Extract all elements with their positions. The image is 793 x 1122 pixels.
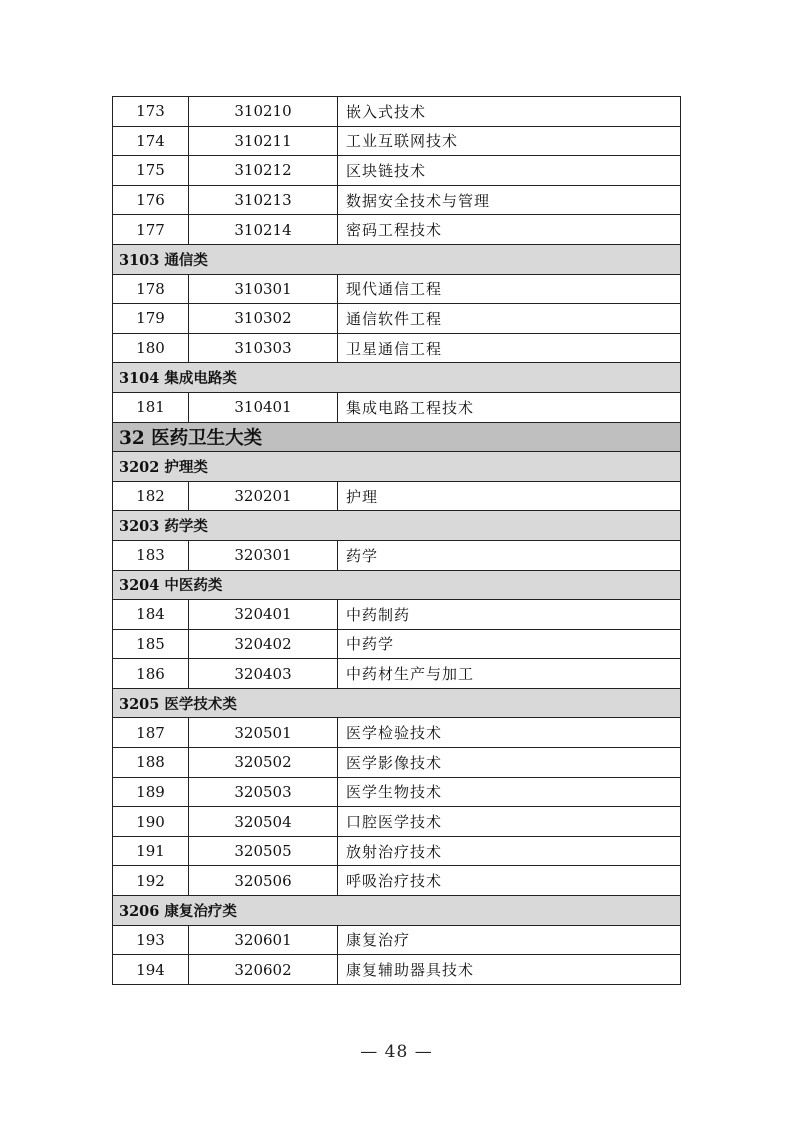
major-name-cell: 区块链技术 — [338, 156, 681, 186]
major-name-cell: 数据安全技术与管理 — [338, 185, 681, 215]
major-code-cell: 320505 — [189, 836, 338, 866]
major-name-cell: 医学检验技术 — [338, 718, 681, 748]
row-number-cell: 178 — [113, 274, 189, 304]
row-number-cell: 193 — [113, 925, 189, 955]
major-name-cell: 集成电路工程技术 — [338, 392, 681, 422]
table-row — [113, 540, 681, 570]
major-name-cell: 中药学 — [338, 629, 681, 659]
category-label: 3205 医学技术类 — [113, 688, 681, 718]
row-number-cell: 174 — [113, 126, 189, 156]
table-row — [113, 807, 681, 837]
row-number-cell: 187 — [113, 718, 189, 748]
category-label: 3202 护理类 — [113, 452, 681, 482]
major-code-cell: 310211 — [189, 126, 338, 156]
row-number-cell: 182 — [113, 481, 189, 511]
major-name-cell: 医学影像技术 — [338, 748, 681, 778]
row-number-cell: 192 — [113, 866, 189, 896]
major-name-cell: 康复治疗 — [338, 925, 681, 955]
category-label: 3206 康复治疗类 — [113, 896, 681, 926]
row-number-cell: 175 — [113, 156, 189, 186]
table-row — [113, 481, 681, 511]
major-name-cell: 护理 — [338, 481, 681, 511]
row-number-cell: 188 — [113, 748, 189, 778]
major-name-cell: 药学 — [338, 540, 681, 570]
table-row — [113, 659, 681, 689]
table-row — [113, 866, 681, 896]
table-body — [113, 97, 681, 985]
row-number-cell: 176 — [113, 185, 189, 215]
table-row — [113, 156, 681, 186]
category-row — [113, 363, 681, 393]
row-number-cell: 179 — [113, 304, 189, 334]
row-number-cell: 186 — [113, 659, 189, 689]
major-name-cell: 工业互联网技术 — [338, 126, 681, 156]
major-name-cell: 密码工程技术 — [338, 215, 681, 245]
table-row — [113, 392, 681, 422]
category-row — [113, 511, 681, 541]
major-code-cell: 310303 — [189, 333, 338, 363]
row-number-cell: 185 — [113, 629, 189, 659]
category-label: 3104 集成电路类 — [113, 363, 681, 393]
major-name-cell: 康复辅助器具技术 — [338, 955, 681, 985]
category-row — [113, 896, 681, 926]
major-code-cell: 310301 — [189, 274, 338, 304]
table-row — [113, 97, 681, 127]
category-label: 3204 中医药类 — [113, 570, 681, 600]
row-number-cell: 183 — [113, 540, 189, 570]
major-code-cell: 320403 — [189, 659, 338, 689]
table-row — [113, 629, 681, 659]
major-code-cell: 310213 — [189, 185, 338, 215]
major-category-row — [113, 422, 681, 452]
major-name-cell: 现代通信工程 — [338, 274, 681, 304]
table-row — [113, 274, 681, 304]
row-number-cell: 173 — [113, 97, 189, 127]
category-row — [113, 688, 681, 718]
table-row — [113, 955, 681, 985]
category-label: 3203 药学类 — [113, 511, 681, 541]
category-row — [113, 570, 681, 600]
table-row — [113, 304, 681, 334]
major-category-label: 32 医药卫生大类 — [113, 422, 681, 452]
table-row — [113, 836, 681, 866]
major-code-cell: 310212 — [189, 156, 338, 186]
major-name-cell: 口腔医学技术 — [338, 807, 681, 837]
major-code-cell: 310401 — [189, 392, 338, 422]
major-code-cell: 310302 — [189, 304, 338, 334]
table-row — [113, 748, 681, 778]
major-code-cell: 320503 — [189, 777, 338, 807]
major-name-cell: 呼吸治疗技术 — [338, 866, 681, 896]
table-row — [113, 333, 681, 363]
major-name-cell: 通信软件工程 — [338, 304, 681, 334]
major-code-cell: 320602 — [189, 955, 338, 985]
major-code-cell: 310210 — [189, 97, 338, 127]
table-row — [113, 215, 681, 245]
major-code-cell: 320402 — [189, 629, 338, 659]
table-row — [113, 777, 681, 807]
row-number-cell: 177 — [113, 215, 189, 245]
category-row — [113, 452, 681, 482]
major-name-cell: 医学生物技术 — [338, 777, 681, 807]
category-label: 3103 通信类 — [113, 244, 681, 274]
major-code-cell: 320506 — [189, 866, 338, 896]
category-row — [113, 244, 681, 274]
table-row — [113, 718, 681, 748]
row-number-cell: 181 — [113, 392, 189, 422]
row-number-cell: 184 — [113, 600, 189, 630]
row-number-cell: 194 — [113, 955, 189, 985]
table-row — [113, 185, 681, 215]
major-code-cell: 320601 — [189, 925, 338, 955]
table-row — [113, 925, 681, 955]
row-number-cell: 180 — [113, 333, 189, 363]
row-number-cell: 191 — [113, 836, 189, 866]
table-row — [113, 126, 681, 156]
major-name-cell: 嵌入式技术 — [338, 97, 681, 127]
major-code-cell: 320504 — [189, 807, 338, 837]
major-name-cell: 卫星通信工程 — [338, 333, 681, 363]
major-name-cell: 放射治疗技术 — [338, 836, 681, 866]
major-code-cell: 320201 — [189, 481, 338, 511]
row-number-cell: 189 — [113, 777, 189, 807]
major-code-cell: 320501 — [189, 718, 338, 748]
major-name-cell: 中药制药 — [338, 600, 681, 630]
major-code-cell: 320502 — [189, 748, 338, 778]
row-number-cell: 190 — [113, 807, 189, 837]
major-code-cell: 320301 — [189, 540, 338, 570]
page-number: — 48 — — [360, 1042, 433, 1062]
major-catalog-table — [112, 96, 681, 985]
major-code-cell: 320401 — [189, 600, 338, 630]
table-row — [113, 600, 681, 630]
major-name-cell: 中药材生产与加工 — [338, 659, 681, 689]
major-code-cell: 310214 — [189, 215, 338, 245]
